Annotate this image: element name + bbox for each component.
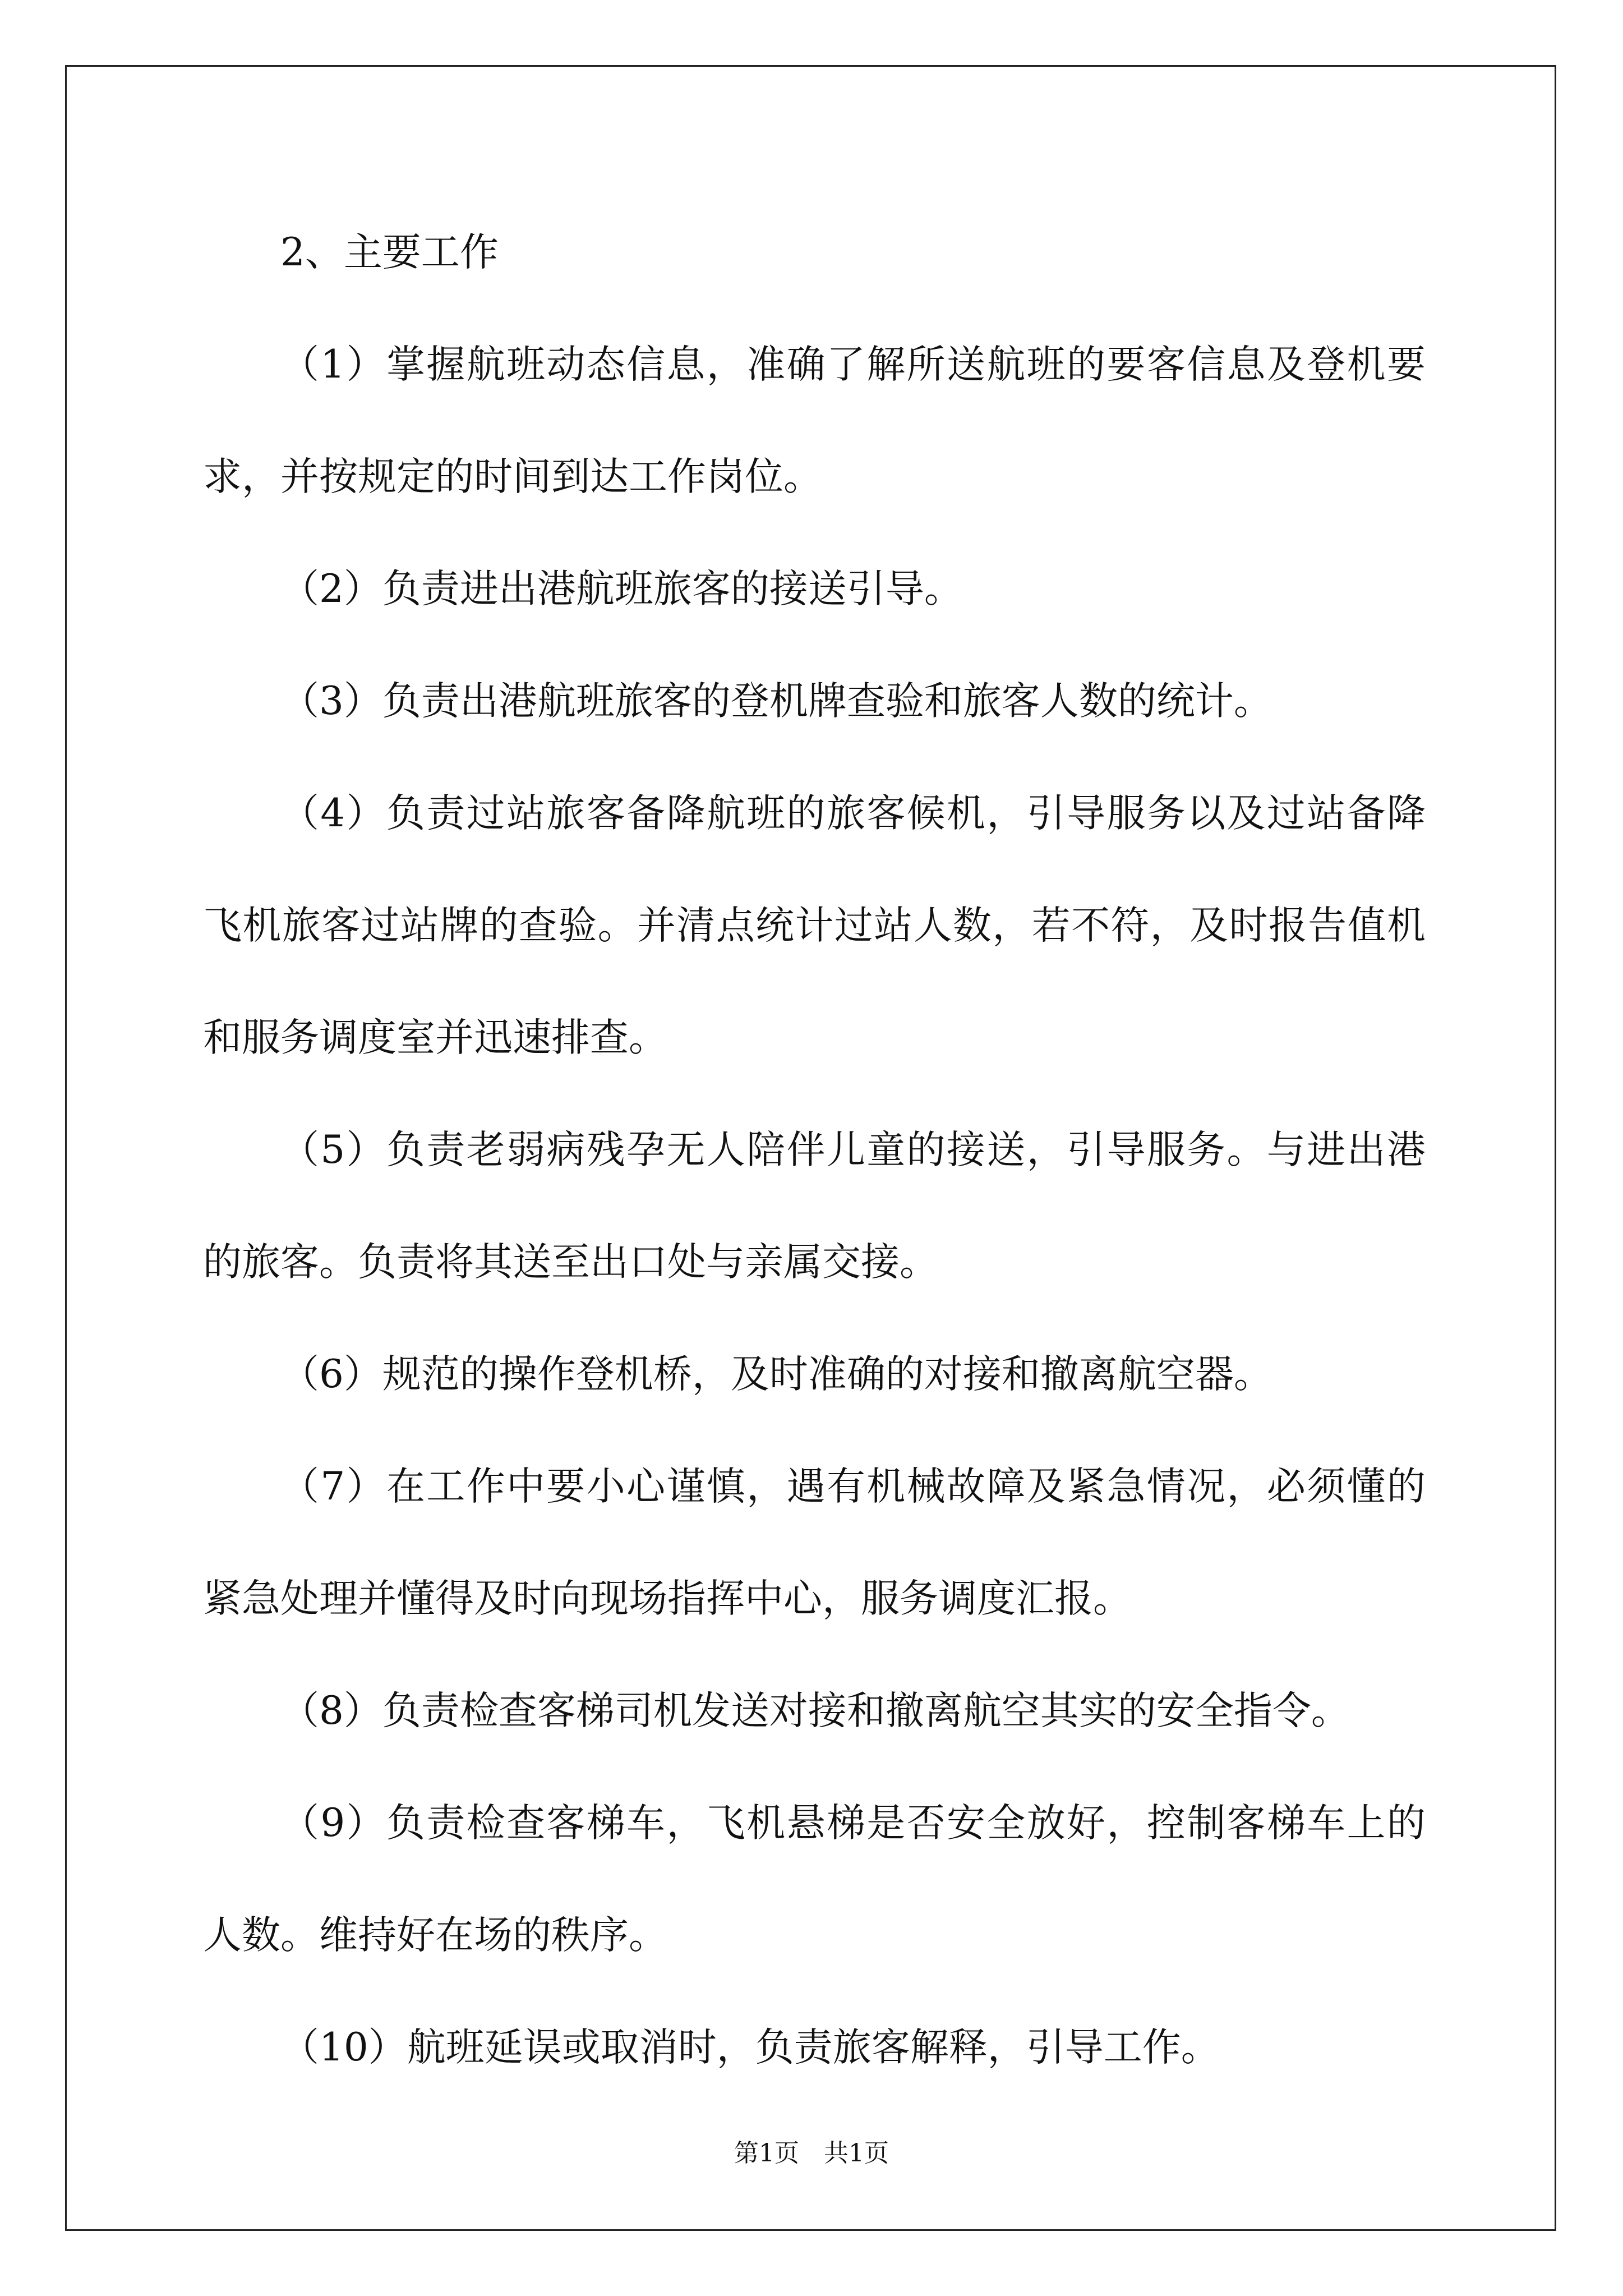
page-footer: 第1页 共1页: [734, 2139, 889, 2168]
document-body: [203, 196, 1426, 2104]
paragraph-item-5: （5）负责老弱病残孕无人陪伴儿童的接送，引导服务。与进出港的旅客。负责将其送至出口处与亲属交接。: [203, 1128, 1426, 1285]
paragraph-item-6: （6）规范的操作登机桥，及时准确的对接和撤离航空器。: [280, 1352, 1272, 1397]
paragraph-item-3: （3）负责出港航班旅客的登机牌查验和旅客人数的统计。: [280, 679, 1272, 724]
paragraph-item-2: （2）负责进出港航班旅客的接送引导。: [280, 567, 963, 611]
paragraph-item-8: （8）负责检查客梯司机发送对接和撤离航空其实的安全指令。: [280, 1688, 1350, 1733]
paragraph-item-10: （10）航班延误或取消时，负责旅客解释，引导工作。: [280, 2025, 1220, 2070]
paragraph-item-9: （9）负责检查客梯车，飞机悬梯是否安全放好，控制客梯车上的人数。维持好在场的秩序。: [203, 1801, 1426, 1958]
section-heading: 2、主要工作: [280, 230, 499, 275]
paragraph-item-1: （1）掌握航班动态信息，准确了解所送航班的要客信息及登机要求，并按规定的时间到达工作岗位。: [203, 342, 1426, 499]
paragraph-item-7: （7）在工作中要小心谨慎，遇有机械故障及紧急情况，必须懂的紧急处理并懂得及时向现场指挥中心，服务调度汇报。: [203, 1464, 1426, 1621]
paragraph-item-4: （4）负责过站旅客备降航班的旅客候机，引导服务以及过站备降飞机旅客过站牌的查验。并清点统计过站人数，若不符，及时报告值机和服务调度室并迅速排查。: [203, 791, 1426, 1060]
